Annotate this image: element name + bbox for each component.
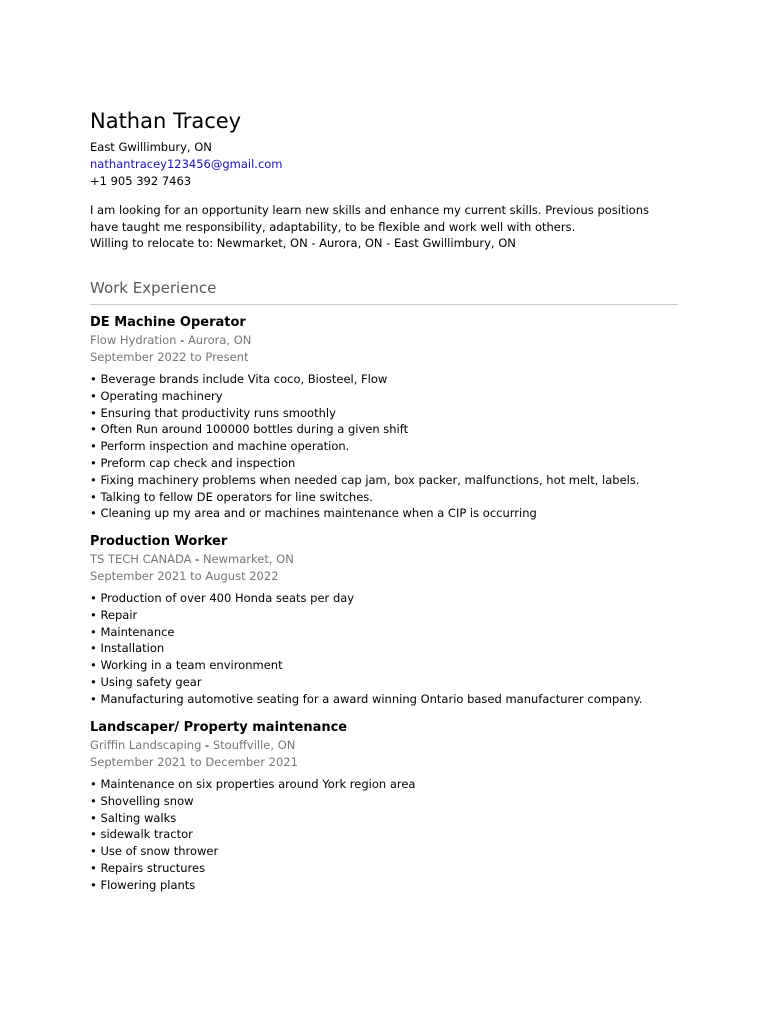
list-item: • Salting walks (90, 810, 678, 827)
job-entry (90, 719, 678, 894)
job-company: Flow Hydration (90, 333, 177, 347)
job-company-location (90, 332, 678, 349)
job-entry (90, 533, 678, 708)
summary-text: I am looking for an opportunity learn new skills and enhance my current skills. Previous positions have taught me responsibility, adaptability, to be flexible and work well with others. (90, 203, 649, 234)
job-location: Aurora, ON (187, 333, 252, 347)
list-item: • Talking to fellow DE operators for line switches. (90, 489, 678, 506)
list-item: • Repairs structures (90, 860, 678, 877)
job-bullets (90, 776, 678, 894)
list-item: • Operating machinery (90, 388, 678, 405)
job-location: Stouffville, ON (212, 738, 296, 752)
section-divider (90, 304, 678, 305)
phone-text: +1 905 392 7463 (90, 174, 192, 188)
job-title: Production Worker (90, 534, 228, 549)
summary (90, 202, 678, 252)
list-item: • Beverage brands include Vita coco, Biosteel, Flow (90, 371, 678, 388)
job-location: Newmarket, ON (202, 552, 294, 566)
job-company: Griffin Landscaping (90, 738, 202, 752)
job-company-location (90, 551, 678, 568)
section-title-work-experience: Work Experience (90, 279, 217, 297)
email-link[interactable]: nathantracey123456@gmail.com (90, 157, 283, 171)
job-dates: September 2021 to December 2021 (90, 755, 298, 769)
job-company-location (90, 737, 678, 754)
job-dates: September 2021 to August 2022 (90, 569, 279, 583)
list-item: • Perform inspection and machine operation. (90, 438, 678, 455)
list-item: • sidewalk tractor (90, 826, 678, 843)
list-item: • Preform cap check and inspection (90, 455, 678, 472)
list-item: • Cleaning up my area and or machines maintenance when a CIP is occurring (90, 505, 678, 522)
list-item: • Shovelling snow (90, 793, 678, 810)
candidate-name: Nathan Tracey (90, 109, 242, 133)
list-item: • Fixing machinery problems when needed cap jam, box packer, malfunctions, hot melt, labels. (90, 472, 678, 489)
list-item: • Production of over 400 Honda seats per day (90, 590, 678, 607)
list-item: • Using safety gear (90, 674, 678, 691)
job-separator: - (180, 333, 185, 347)
job-title: Landscaper/ Property maintenance (90, 720, 348, 735)
contact-info (90, 139, 283, 190)
list-item: • Maintenance on six properties around York region area (90, 776, 678, 793)
list-item: • Use of snow thrower (90, 843, 678, 860)
job-separator: - (205, 738, 210, 752)
list-item: • Maintenance (90, 624, 678, 641)
job-separator: - (195, 552, 200, 566)
job-entry (90, 314, 678, 522)
list-item: • Installation (90, 640, 678, 657)
job-bullets (90, 371, 678, 522)
list-item: • Often Run around 100000 bottles during a given shift (90, 421, 678, 438)
job-dates: September 2022 to Present (90, 350, 249, 364)
relocation-text: Willing to relocate to: Newmarket, ON - Aurora, ON - East Gwillimbury, ON (90, 236, 516, 250)
job-bullets (90, 590, 678, 708)
list-item: • Working in a team environment (90, 657, 678, 674)
location-text: East Gwillimbury, ON (90, 140, 212, 154)
job-title: DE Machine Operator (90, 315, 246, 330)
job-company: TS TECH CANADA (90, 552, 192, 566)
list-item: • Manufacturing automotive seating for a award winning Ontario based manufacturer company. (90, 691, 678, 708)
list-item: • Ensuring that productivity runs smoothly (90, 405, 678, 422)
list-item: • Repair (90, 607, 678, 624)
list-item: • Flowering plants (90, 877, 678, 894)
